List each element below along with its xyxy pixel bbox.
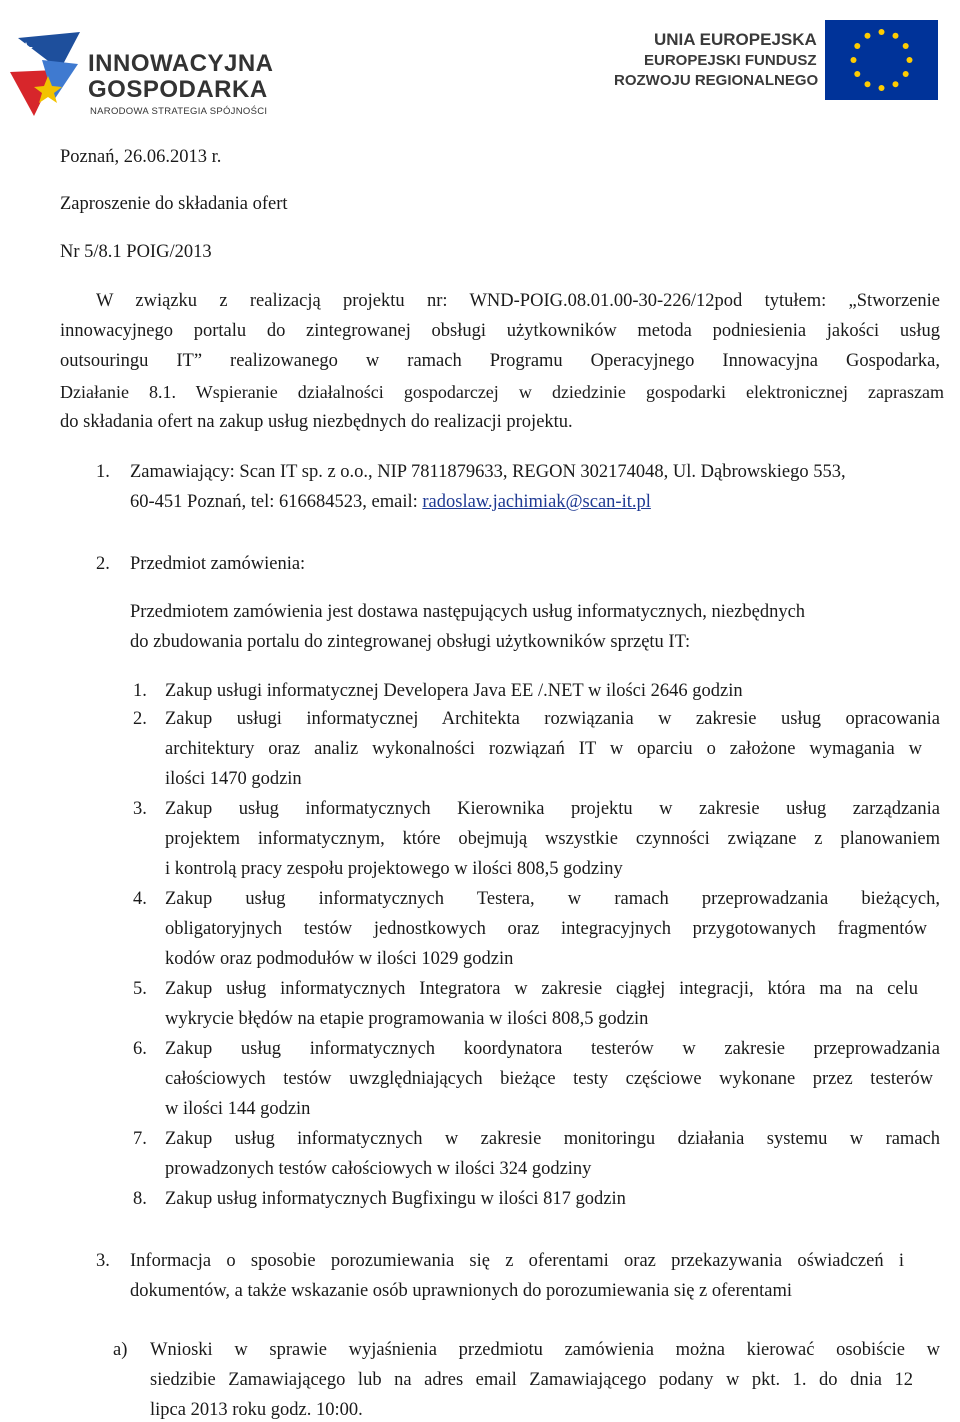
list-item-number: 2. — [133, 709, 147, 729]
section-2-heading: Przedmiot zamówienia: — [130, 554, 306, 574]
list-item: Zakup usług informatycznych Bugfixingu w ilości 817 godzin — [165, 1189, 626, 1209]
list-item: całościowych testów uwzględniających bieżące testy częściowe wykonane przez testerów — [165, 1069, 933, 1089]
section-2-number: 2. — [96, 554, 110, 574]
eu-flag-icon — [825, 20, 938, 100]
list-item-number: 6. — [133, 1039, 147, 1059]
document-title: Zaproszenie do składania ofert — [60, 194, 288, 214]
list-item-number: 5. — [133, 979, 147, 999]
section-1-line-2 — [130, 490, 651, 514]
list-item: Zakup usług informatycznych Integratora w zakresie ciągłej integracji, która ma na celu — [165, 979, 918, 999]
list-item: obligatoryjnych testów jednostkowych oraz integracyjnych przygotowanych fragmentów — [165, 919, 927, 939]
document-number: Nr 5/8.1 POIG/2013 — [60, 242, 212, 262]
section-1-number: 1. — [96, 462, 110, 482]
list-item-number: 3. — [133, 799, 147, 819]
intro-line: Działanie 8.1. Wspieranie działalności gospodarczej w dziedzinie gospodarki elektronicznej zapraszam — [60, 382, 944, 402]
section-a-label: a) — [113, 1340, 128, 1360]
innowacyjna-gospodarka-logo — [8, 28, 278, 123]
eu-logo-line-unia: UNIA EUROPEJSKA — [654, 30, 817, 49]
unia-europejska-logo — [610, 20, 950, 115]
section-1-line: Zamawiający: Scan IT sp. z o.o., NIP 7811879633, REGON 302174048, Ul. Dąbrowskiego 553, — [130, 462, 846, 482]
section-a-line: siedzibie Zamawiającego lub na adres email Zamawiającego podany w pkt. 1. do dnia 12 — [150, 1370, 913, 1390]
list-item: w ilości 144 godzin — [165, 1099, 311, 1119]
list-item: wykrycie błędów na etapie programowania w ilości 808,5 godzin — [165, 1009, 649, 1029]
list-item: projektem informatycznym, które obejmują wszystkie czynności związane z planowaniem — [165, 829, 940, 849]
intro-line: do składania ofert na zakup usług niezbędnych do realizacji projektu. — [60, 412, 573, 432]
innowacyjna-gospodarka-emblem-icon — [8, 30, 86, 120]
section-1-contact: 60-451 Poznań, tel: 616684523, email: — [130, 492, 423, 512]
logo-line-innowacyjna: INNOWACYJNA — [88, 50, 274, 77]
list-item: Zakup usługi informatycznej Developera Java EE /.NET w ilości 2646 godzin — [165, 681, 743, 701]
logo-line-gospodarka: GOSPODARKA — [88, 76, 268, 103]
list-item: kodów oraz podmodułów w ilości 1029 godzin — [165, 949, 514, 969]
list-item: i kontrolą pracy zespołu projektowego w ilości 808,5 godziny — [165, 859, 623, 879]
intro-line: outsouringu IT” realizowanego w ramach Programu Operacyjnego Innowacyjna Gospodarka, — [60, 351, 940, 371]
contact-email-link[interactable]: radoslaw.jachimiak@scan-it.pl — [422, 492, 651, 512]
section-a-line: lipca 2013 roku godz. 10:00. — [150, 1400, 363, 1420]
section-2-desc: do zbudowania portalu do zintegrowanej obsługi użytkowników sprzętu IT: — [130, 632, 691, 652]
list-item: Zakup usług informatycznych Testera, w ramach przeprowadzania bieżących, — [165, 889, 940, 909]
intro-line: W związku z realizacją projektu nr: WND-POIG.08.01.00-30-226/12pod tytułem: „Stworzenie — [96, 291, 940, 311]
section-2-desc: Przedmiotem zamówienia jest dostawa następujących usług informatycznych, niezbędnych — [130, 602, 806, 622]
section-a-line: Wnioski w sprawie wyjaśnienia przedmiotu zamówienia można kierować osobiście w — [150, 1340, 940, 1360]
logo-line-strategia: NARODOWA STRATEGIA SPÓJNOŚCI — [90, 106, 268, 117]
eu-logo-line-fundusz: EUROPEJSKI FUNDUSZ — [644, 52, 817, 69]
section-3-line: Informacja o sposobie porozumiewania się z oferentami oraz przekazywania oświadczeń i — [130, 1251, 904, 1271]
list-item: ilości 1470 godzin — [165, 769, 302, 789]
intro-line: innowacyjnego portalu do zintegrowanej obsługi użytkowników metoda podniesienia jakości usług — [60, 321, 940, 341]
list-item-number: 7. — [133, 1129, 147, 1149]
list-item-number: 8. — [133, 1189, 147, 1209]
list-item: architektury oraz analiz wykonalności rozwiązań IT w oparciu o założone wymagania w — [165, 739, 922, 759]
section-3-line: dokumentów, a także wskazanie osób uprawnionych do porozumiewania się z oferentami — [130, 1281, 793, 1301]
section-3-number: 3. — [96, 1251, 110, 1271]
list-item: Zakup usług informatycznych Kierownika projektu w zakresie usług zarządzania — [165, 799, 940, 819]
place-date: Poznań, 26.06.2013 r. — [60, 147, 222, 167]
eu-logo-line-rozwoju: ROZWOJU REGIONALNEGO — [614, 72, 819, 89]
list-item: prowadzonych testów całościowych w ilości 324 godziny — [165, 1159, 592, 1179]
list-item: Zakup usług informatycznych w zakresie monitoringu działania systemu w ramach — [165, 1129, 940, 1149]
list-item: Zakup usługi informatycznej Architekta rozwiązania w zakresie usług opracowania — [165, 709, 940, 729]
list-item-number: 4. — [133, 889, 147, 909]
list-item-number: 1. — [133, 681, 147, 701]
list-item: Zakup usług informatycznych koordynatora testerów w zakresie przeprowadzania — [165, 1039, 940, 1059]
